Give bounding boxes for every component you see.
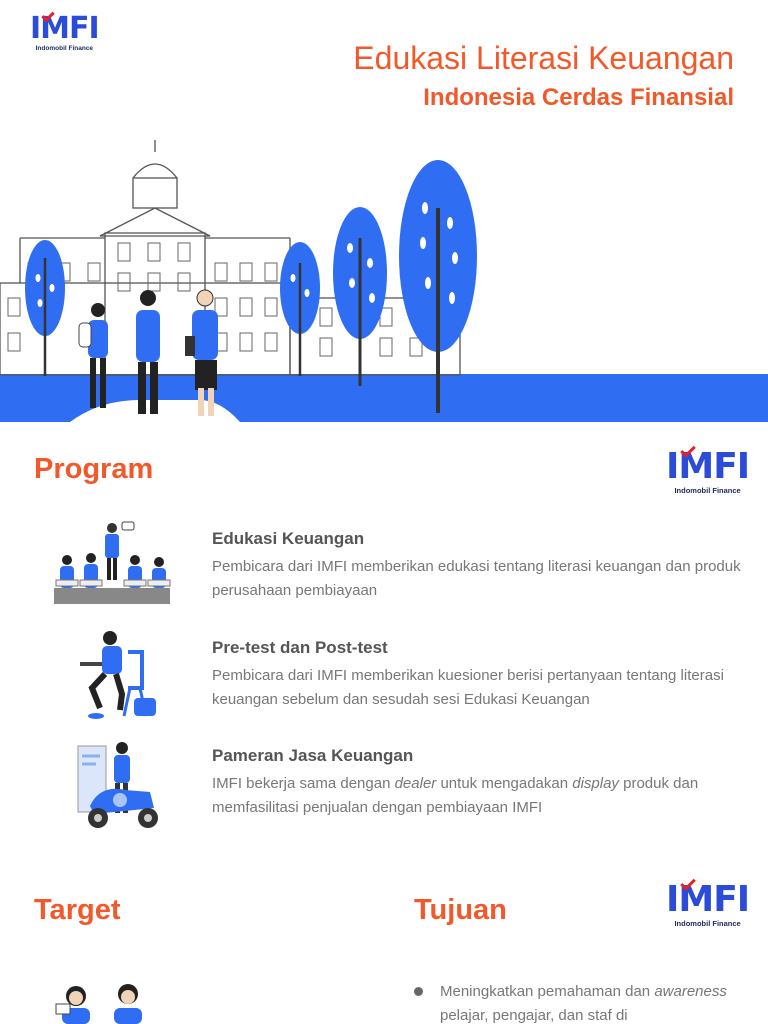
imfi-logo-subtext: Indomobil Finance [35,45,94,52]
program-item-pameran [212,746,742,820]
section-heading-target: Target [34,894,121,926]
tree-leaves [36,202,459,307]
imfi-logo-tujuan [666,879,750,928]
student-writing-icon [50,628,180,728]
section-heading-tujuan: Tujuan [414,894,507,926]
bullet-icon [414,987,423,996]
imfi-logo-program [666,446,750,495]
program-item-pretest [212,638,742,712]
program-item-title: Edukasi Keuangan [212,529,365,548]
tujuan-list-item [414,980,734,1024]
program-item-description: Pembicara dari IMFI memberikan kuesioner berisi pertanyaan tentang literasi keuangan sebelum dan sesudah sesi Edukasi Keuangan [212,667,724,708]
page-title: Edukasi Literasi Keuangan [353,40,734,76]
section-heading-program: Program [34,453,154,485]
imfi-logo-subtext: Indomobil Finance [674,486,741,495]
tujuan-item-text: Meningkatkan pemahaman dan awareness pelajar, pengajar, dan staf di [440,983,727,1024]
program-item-description: IMFI bekerja sama dengan dealer untuk mengadakan display produk dan memfasilitasi penjualan dengan pembiayaan IMFI [212,775,699,816]
presentation-audience-icon [50,518,180,618]
students-group-icon [52,980,152,1024]
imfi-logo-mark: IMFI [666,882,749,918]
building-icon [0,140,460,375]
scooter-display-icon [50,736,180,836]
program-item-title: Pameran Jasa Keuangan [212,746,414,765]
page-subtitle: Indonesia Cerdas Finansial [423,84,734,111]
program-item-edukasi [212,529,742,603]
program-item-description: Pembicara dari IMFI memberikan edukasi tentang literasi keuangan dan produk perusahaan pembiayaan [212,558,741,599]
imfi-logo-mark: IMFI [30,14,99,44]
imfi-logo-top [30,11,99,52]
imfi-logo-subtext: Indomobil Finance [674,919,741,928]
imfi-logo-mark: IMFI [666,449,749,485]
campus-illustration [0,138,768,422]
program-item-title: Pre-test dan Post-test [212,638,388,657]
